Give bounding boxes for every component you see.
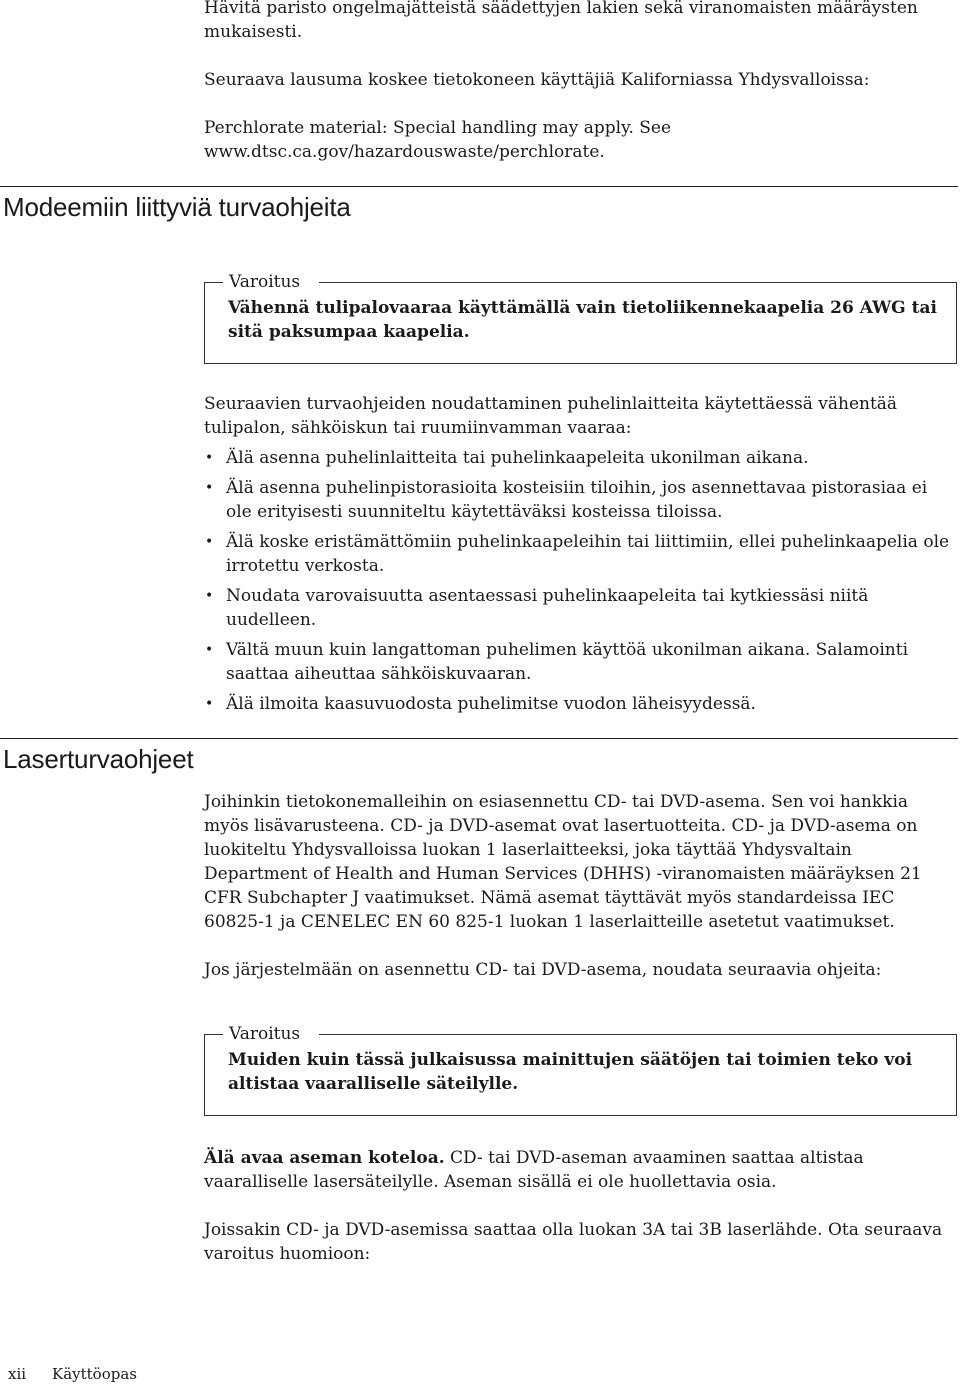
caution-label: Varoitus (229, 1024, 301, 1044)
laser-paragraph-1: Joihinkin tietokonemalleihin on esiasennettu CD- tai DVD-asema. Sen voi hankkia myös lisävarusteena. CD- ja DVD-asemat ovat lasertuotteita. CD- ja DVD-asema on luokiteltu Yhdysvalloissa luokan 1 laserlaitteeksi, joka täyttää Yhdysvaltain Department of Health and Human Services (DHHS) -viranomaisten määräyksen 21 CFR Subchapter J vaatimukset. Nämä asemat täyttävät myös standardeissa IEC 60825-1 ja CENELEC EN 60 825-1 luokan 1 laserlaitteille asetetut vaatimukset. (204, 792, 922, 932)
page-number: xii (8, 1365, 27, 1383)
book-title: Käyttöopas (52, 1365, 137, 1383)
caution-text: Vähennä tulipalovaaraa käyttämällä vain tietoliikennekaapelia 26 AWG tai sitä paksumpaa kaapelia. (228, 298, 937, 342)
laser-heading: Laserturvaohjeet (3, 744, 194, 774)
modem-heading: Modeemiin liittyviä turvaohjeita (3, 192, 351, 222)
modem-caution-box (204, 272, 957, 364)
california-statement: Seuraava lausuma koskee tietokoneen käyttäjiä Kaliforniassa Yhdysvalloissa: (204, 70, 870, 90)
list-item: • Älä asenna puhelinpistorasioita kosteisiin tiloihin, jos asennettavaa pistorasiaa ei ole erityisesti suunniteltu käytettäväksi kosteissa tiloissa. (204, 476, 958, 524)
modem-safety-list (204, 446, 958, 722)
list-item: • Vältä muun kuin langattoman puhelimen käyttöä ukonilman aikana. Salamointi saattaa aiheuttaa sähköiskuvaaran. (204, 638, 958, 686)
laser-paragraph-2: Jos järjestelmään on asennettu CD- tai DVD-asema, noudata seuraavia ohjeita: (204, 960, 882, 980)
perchlorate-notice: Perchlorate material: Special handling may apply. See www.dtsc.ca.gov/hazardouswaste/perchlorate. (204, 118, 672, 162)
section-rule-modem (0, 186, 958, 187)
list-item: • Älä koske eristämättömiin puhelinkaapeleihin tai liittimiin, ellei puhelinkaapelia ole irrotettu verkosta. (204, 530, 958, 578)
disposal-paragraph: Hävitä paristo ongelmajätteistä säädettyjen lakien sekä viranomaisten määräysten mukaisesti. (204, 0, 918, 42)
laser-paragraph-3 (204, 1146, 958, 1194)
list-item: • Älä ilmoita kaasuvuodosta puhelimitse vuodon läheisyydessä. (204, 692, 958, 716)
caution-text: Muiden kuin tässä julkaisussa mainittujen säätöjen tai toimien teko voi altistaa vaaralliselle säteilylle. (228, 1050, 913, 1094)
list-item: • Älä asenna puhelinlaitteita tai puhelinkaapeleita ukonilman aikana. (204, 446, 958, 470)
section-rule-laser (0, 738, 958, 739)
laser-warning-rest: CD- tai DVD-aseman avaaminen saattaa altistaa vaaralliselle lasersäteilylle. Aseman sisällä ei ole huollettavia osia. (204, 1148, 864, 1192)
laser-warning-bold: Älä avaa aseman koteloa. (204, 1148, 445, 1168)
list-item: • Noudata varovaisuutta asentaessasi puhelinkaapeleita tai kytkiessäsi niitä uudelleen. (204, 584, 958, 632)
laser-caution-box (204, 1024, 957, 1116)
modem-intro: Seuraavien turvaohjeiden noudattaminen puhelinlaitteita käytettäessä vähentää tulipalon, sähköiskun tai ruumiinvamman vaaraa: (204, 394, 898, 438)
laser-paragraph-4: Joissakin CD- ja DVD-asemissa saattaa olla luokan 3A tai 3B laserlähde. Ota seuraava varoitus huomioon: (204, 1220, 943, 1264)
caution-label: Varoitus (229, 272, 301, 292)
